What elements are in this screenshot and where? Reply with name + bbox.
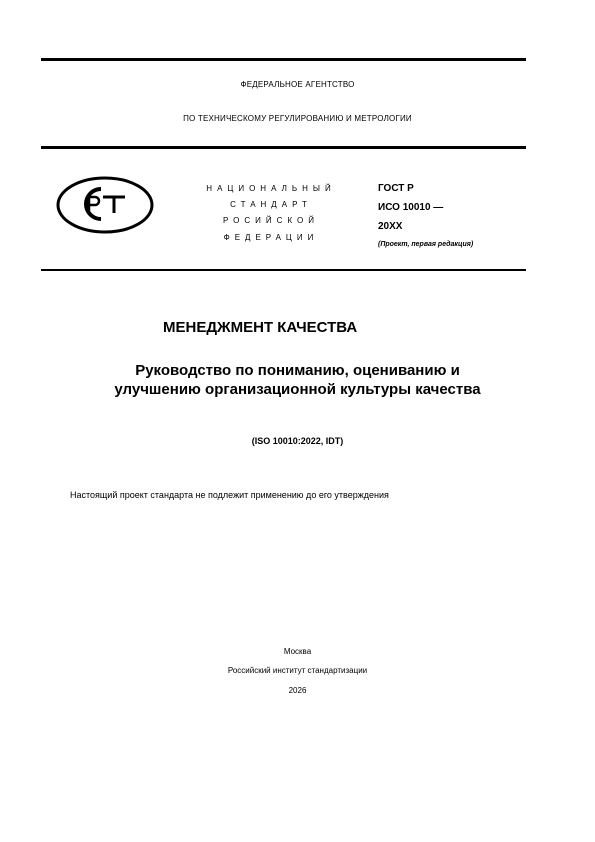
agency-line-2: ПО ТЕХНИЧЕСКОМУ РЕГУЛИРОВАНИЮ И МЕТРОЛОГИИ [183, 114, 412, 123]
agency-line-1: ФЕДЕРАЛЬНОЕ АГЕНТСТВО [240, 80, 355, 89]
gost-logo-icon [55, 175, 155, 235]
gost-designation-2: ИСО 10010 — [378, 202, 444, 213]
gost-designation-3: 20ХХ [378, 221, 403, 232]
national-standard-line-3: РОСИЙСКОЙ [223, 216, 319, 225]
document-subtitle-line-2: улучшению организационной культуры качества [114, 381, 481, 398]
national-standard-line-1: НАЦИОНАЛЬНЫЙ [206, 184, 336, 193]
national-standard-line-2: СТАНДАРТ [230, 200, 312, 209]
document-main-title: МЕНЕДЖМЕНТ КАЧЕСТВА [163, 319, 358, 336]
national-standard-line-4: ФЕДЕРАЦИИ [223, 233, 319, 242]
top-rule [41, 58, 526, 61]
draft-notice: Настоящий проект стандарта не подлежит применению до его утверждения [70, 490, 389, 500]
footer-year: 2026 [288, 686, 307, 695]
iso-reference: (ISO 10010:2022, IDT) [251, 436, 344, 446]
footer-city: Москва [283, 647, 312, 656]
gost-designation-1: ГОСТ Р [378, 183, 414, 194]
header-bottom-rule [41, 146, 526, 149]
edition-note: (Проект, первая редакция) [378, 241, 474, 248]
footer-institute: Российский институт стандартизации [227, 666, 368, 675]
standard-block-rule [41, 269, 526, 271]
document-subtitle-line-1: Руководство по пониманию, оцениванию и [135, 362, 460, 379]
